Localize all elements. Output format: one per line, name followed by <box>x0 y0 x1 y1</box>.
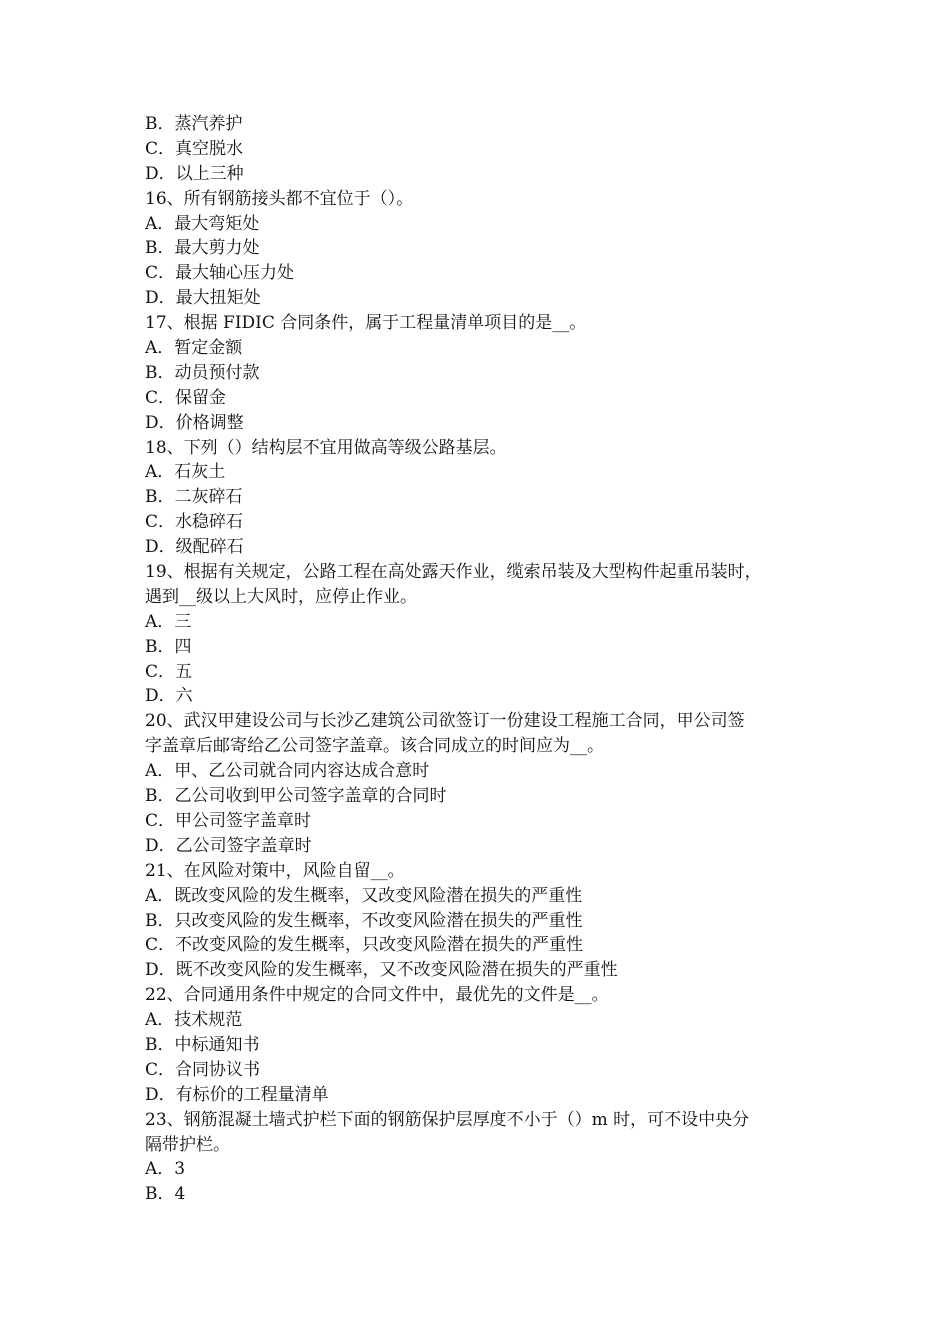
question-23-line-1: 23、钢筋混凝土墙式护栏下面的钢筋保护层厚度不小于（）m 时，可不设中央分 <box>145 1109 750 1130</box>
option-line: C．合同协议书 <box>145 1059 261 1080</box>
option-line: D．最大扭矩处 <box>145 288 261 309</box>
option-line: D．以上三种 <box>145 163 244 184</box>
option-line: A．甲、乙公司就合同内容达成合意时 <box>145 761 430 782</box>
question-19-line-1: 19、根据有关规定，公路工程在高处露天作业，缆索吊装及大型构件起重吊装时， <box>145 562 762 583</box>
option-line: B．二灰碎石 <box>145 487 243 508</box>
question-20-line-1: 20、武汉甲建设公司与长沙乙建筑公司欲签订一份建设工程施工合同，甲公司签 <box>145 711 745 732</box>
option-line: A．三 <box>145 611 192 632</box>
option-line: A．既改变风险的发生概率，又改变风险潜在损失的严重性 <box>145 885 583 906</box>
option-line: C．甲公司签字盖章时 <box>145 810 312 831</box>
option-line: C．保留金 <box>145 387 227 408</box>
option-line: D．级配碎石 <box>145 537 244 558</box>
option-line: C．真空脱水 <box>145 138 244 159</box>
option-line: D．六 <box>145 686 193 707</box>
question-18: 18、下列（）结构层不宜用做高等级公路基层。 <box>145 437 507 458</box>
option-line: B．4 <box>145 1184 186 1205</box>
option-line: B．只改变风险的发生概率，不改变风险潜在损失的严重性 <box>145 910 583 931</box>
option-line: A．最大弯矩处 <box>145 213 260 234</box>
question-16: 16、所有钢筋接头都不宜位于（）。 <box>145 188 414 209</box>
option-line: B．中标通知书 <box>145 1034 260 1055</box>
option-line: B．最大剪力处 <box>145 238 260 259</box>
question-list <box>145 112 810 1207</box>
question-22: 22、合同通用条件中规定的合同文件中，最优先的文件是__。 <box>145 985 609 1006</box>
option-line: B．蒸汽养护 <box>145 114 243 134</box>
option-line: B．乙公司收到甲公司签字盖章的合同时 <box>145 786 447 807</box>
option-line: B．动员预付款 <box>145 362 260 383</box>
option-line: D．乙公司签字盖章时 <box>145 835 312 856</box>
option-line: D．价格调整 <box>145 412 244 433</box>
option-line: B．四 <box>145 636 192 657</box>
question-19-line-2: 遇到__级以上大风时，应停止作业。 <box>145 586 417 607</box>
option-line: D．既不改变风险的发生概率，又不改变风险潜在损失的严重性 <box>145 960 618 981</box>
option-line: D．有标价的工程量清单 <box>145 1084 329 1105</box>
option-line: C．最大轴心压力处 <box>145 263 295 284</box>
option-line: A．石灰土 <box>145 462 226 483</box>
option-line: C．不改变风险的发生概率，只改变风险潜在损失的严重性 <box>145 935 584 956</box>
question-20-line-2: 字盖章后邮寄给乙公司签字盖章。该合同成立的时间应为__。 <box>145 736 604 757</box>
option-line: A．技术规范 <box>145 1010 243 1031</box>
option-line: C．五 <box>145 661 193 682</box>
question-17: 17、根据 FIDIC 合同条件，属于工程量清单项目的是__。 <box>145 313 587 334</box>
option-line: A．暂定金额 <box>145 338 243 359</box>
option-line: A．3 <box>145 1159 186 1180</box>
question-23-line-2: 隔带护栏。 <box>145 1134 230 1155</box>
question-21: 21、在风险对策中，风险自留__。 <box>145 860 405 881</box>
option-line: C．水稳碎石 <box>145 512 244 533</box>
